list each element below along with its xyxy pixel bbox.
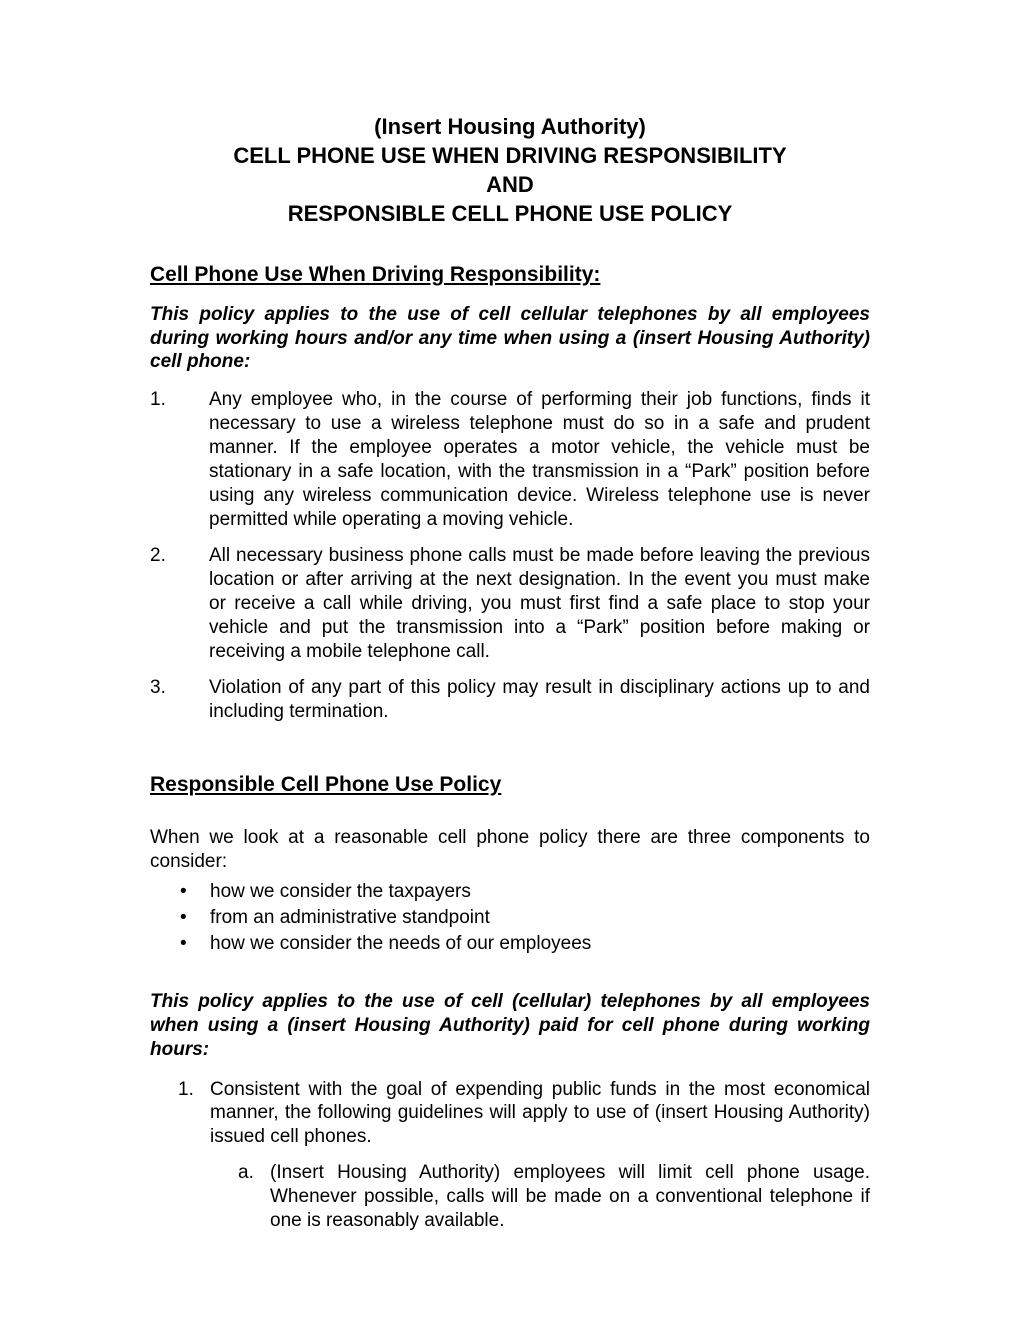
item-number: 2.	[150, 545, 166, 567]
numbered-item-1	[178, 1078, 870, 1150]
section2-policy-intro: This policy applies to the use of cell (cellular) telephones by all employees when using a (insert Housing Authority) paid for cell phone during working hours:	[150, 990, 870, 1060]
item-number: 1.	[178, 1078, 194, 1100]
bullet-item-1	[180, 880, 870, 904]
title-line-1: (Insert Housing Authority)	[374, 114, 646, 139]
bullet-item-2	[180, 906, 870, 930]
bullet-icon: •	[180, 880, 187, 902]
item-number: 1.	[150, 389, 166, 411]
lettered-subitem-a	[238, 1161, 870, 1233]
bullet-icon: •	[180, 906, 187, 928]
title-line-4: RESPONSIBLE CELL PHONE USE POLICY	[287, 201, 733, 227]
subitem-letter: a.	[238, 1162, 254, 1184]
section1-intro: This policy applies to the use of cell cellular telephones by all employees during working hours and/or any time when using a (insert Housing Authority) cell phone:	[150, 303, 870, 373]
bullet-icon: •	[180, 932, 187, 954]
item-text: All necessary business phone calls must be made before leaving the previous location or after arriving at the next designation. In the event you must make or receive a call while driving, you must first find a safe place to stop your vehicle and put the transmission into a “Park” position before making or receiving a mobile telephone call.	[209, 545, 870, 662]
bullet-text: from an administrative standpoint	[210, 906, 490, 928]
bullet-text: how we consider the needs of our employees	[210, 932, 592, 954]
bullet-item-3	[180, 932, 870, 956]
section2-intro: When we look at a reasonable cell phone policy there are three components to consider:	[150, 827, 870, 872]
item-text: Any employee who, in the course of performing their job functions, finds it necessary to use a wireless telephone must do so in a safe and prudent manner. If the employee operates a motor vehicle, the vehicle must be stationary in a safe location, with the transmission in a “Park” position before using any wireless communication device. Wireless telephone use is never permitted while operating a moving vehicle.	[209, 389, 870, 531]
section1-heading: Cell Phone Use When Driving Responsibility:	[150, 263, 601, 287]
item-text: Violation of any part of this policy may result in disciplinary actions up to and including termination.	[209, 676, 870, 722]
bullet-text: how we consider the taxpayers	[210, 880, 471, 902]
item-text: Consistent with the goal of expending public funds in the most economical manner, the following guidelines will apply to use of (insert Housing Authority) issued cell phones.	[210, 1078, 870, 1148]
numbered-item-1	[150, 388, 870, 532]
section2-numbered-list	[178, 1078, 870, 1234]
subitem-text: (Insert Housing Authority) employees will limit cell phone usage. Whenever possible, calls will be made on a conventional telephone if one is reasonably available.	[270, 1162, 870, 1232]
section2-bullet-list	[180, 880, 870, 956]
section1-numbered-list	[150, 388, 870, 723]
title-line-3: AND	[486, 172, 534, 198]
section2-heading: Responsible Cell Phone Use Policy	[150, 772, 502, 796]
document-title	[150, 112, 870, 228]
numbered-item-2	[150, 544, 870, 664]
title-line-2: CELL PHONE USE WHEN DRIVING RESPONSIBILITY	[233, 143, 787, 169]
numbered-item-3	[150, 676, 870, 724]
item-number: 3.	[150, 676, 166, 698]
